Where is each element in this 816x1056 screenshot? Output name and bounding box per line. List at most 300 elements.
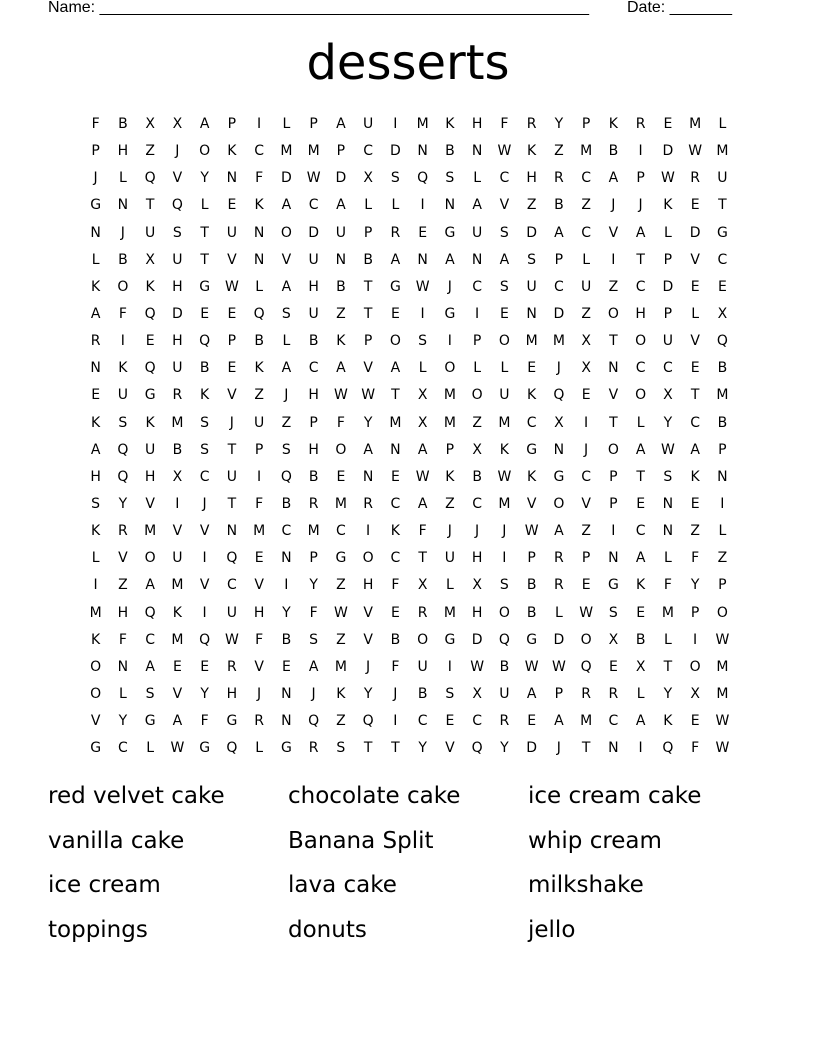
- grid-letter: E: [663, 116, 673, 133]
- grid-letter: C: [526, 414, 537, 431]
- grid-letter: S: [200, 414, 210, 431]
- grid-letter: L: [364, 197, 373, 214]
- grid-letter: L: [663, 631, 672, 648]
- grid-letter: L: [473, 170, 482, 187]
- grid-letter: E: [227, 197, 237, 214]
- grid-letter: A: [417, 496, 428, 513]
- grid-letter: F: [691, 740, 700, 757]
- grid-letter: L: [663, 224, 672, 241]
- grid-letter: B: [717, 414, 728, 431]
- grid-letter: R: [363, 496, 373, 513]
- grid-letter: F: [336, 414, 345, 431]
- grid-letter: Q: [171, 197, 183, 214]
- grid-letter: V: [445, 740, 455, 757]
- grid-letter: V: [199, 577, 210, 594]
- grid-letter: X: [635, 658, 646, 675]
- grid-letter: A: [499, 251, 510, 268]
- grid-letter: H: [308, 441, 319, 458]
- grid-letter: V: [363, 631, 373, 648]
- grid-letter: F: [500, 116, 509, 133]
- grid-letter: G: [444, 306, 456, 323]
- grid-letter: W: [333, 604, 348, 621]
- grid-row: [82, 437, 736, 464]
- grid-letter: R: [227, 658, 237, 675]
- grid-letter: E: [690, 197, 700, 214]
- grid-letter: Q: [662, 740, 674, 757]
- grid-letter: H: [226, 686, 238, 703]
- grid-letter: P: [554, 686, 564, 703]
- grid-letter: R: [690, 170, 700, 187]
- grid-row: [82, 382, 736, 409]
- grid-letter: Q: [144, 170, 156, 187]
- grid-letter: U: [308, 306, 319, 323]
- grid-letter: T: [363, 306, 373, 323]
- grid-letter: W: [415, 468, 430, 485]
- grid-letter: Q: [199, 631, 211, 648]
- grid-letter: V: [690, 333, 700, 350]
- grid-letter: H: [117, 604, 129, 621]
- grid-letter: U: [172, 360, 183, 377]
- grid-letter: W: [224, 631, 239, 648]
- grid-letter: P: [472, 333, 482, 350]
- grid-letter: M: [716, 387, 729, 404]
- grid-letter: I: [257, 468, 262, 485]
- grid-letter: R: [308, 740, 319, 757]
- grid-letter: E: [91, 387, 101, 404]
- grid-letter: B: [281, 631, 292, 648]
- grid-letter: R: [172, 387, 183, 404]
- grid-letter: O: [689, 658, 701, 675]
- grid-letter: I: [120, 333, 125, 350]
- grid-letter: K: [527, 143, 537, 160]
- grid-letter: I: [202, 550, 207, 567]
- grid-letter: Z: [445, 496, 455, 513]
- word-bank-item: vanilla cake: [48, 827, 185, 854]
- grid-letter: T: [609, 333, 618, 350]
- grid-letter: D: [335, 170, 347, 187]
- grid-letter: P: [309, 550, 318, 567]
- grid-letter: V: [254, 658, 264, 675]
- grid-letter: D: [553, 306, 565, 323]
- grid-letter: E: [717, 278, 727, 295]
- grid-letter: W: [715, 740, 730, 757]
- grid-letter: E: [690, 496, 700, 513]
- grid-letter: I: [393, 116, 398, 133]
- grid-letter: W: [660, 441, 675, 458]
- grid-letter: L: [500, 360, 509, 377]
- grid-letter: L: [636, 686, 645, 703]
- word-bank-item: red velvet cake: [48, 783, 225, 809]
- grid-letter: W: [170, 740, 185, 757]
- grid-letter: X: [663, 387, 673, 404]
- grid-letter: L: [691, 306, 700, 323]
- grid-letter: J: [638, 197, 643, 214]
- grid-letter: B: [254, 333, 264, 350]
- grid-letter: H: [635, 306, 646, 323]
- grid-letter: Q: [362, 713, 374, 730]
- grid-letter: E: [445, 713, 455, 730]
- grid-letter: W: [361, 387, 376, 404]
- grid-letter: S: [445, 686, 455, 703]
- grid-letter: B: [172, 441, 183, 458]
- grid-letter: R: [118, 523, 128, 540]
- grid-letter: U: [254, 414, 265, 431]
- grid-letter: Q: [716, 333, 728, 350]
- grid-letter: E: [581, 577, 591, 594]
- grid-letter: N: [90, 224, 101, 241]
- grid-letter: V: [499, 197, 510, 214]
- grid-row: [82, 328, 736, 355]
- grid-letter: X: [717, 306, 728, 323]
- grid-letter: B: [118, 116, 128, 133]
- grid-letter: M: [661, 604, 674, 621]
- grid-letter: T: [200, 224, 209, 241]
- grid-letter: R: [308, 496, 319, 513]
- grid-letter: I: [611, 251, 616, 268]
- grid-letter: V: [581, 496, 591, 513]
- grid-letter: F: [255, 631, 264, 648]
- grid-letter: N: [281, 713, 292, 730]
- grid-letter: D: [689, 224, 701, 241]
- grid-letter: M: [171, 631, 184, 648]
- grid-letter: G: [716, 224, 728, 241]
- grid-letter: Y: [309, 577, 318, 594]
- grid-letter: J: [257, 686, 262, 703]
- grid-letter: V: [526, 496, 537, 513]
- grid-letter: U: [363, 116, 374, 133]
- grid-letter: H: [172, 333, 183, 350]
- grid-letter: W: [715, 631, 730, 648]
- grid-letter: F: [309, 604, 318, 621]
- grid-letter: P: [445, 441, 455, 458]
- grid-letter: E: [390, 604, 400, 621]
- grid-letter: A: [90, 441, 101, 458]
- grid-letter: K: [390, 523, 400, 540]
- grid-letter: R: [254, 713, 264, 730]
- grid-letter: K: [91, 414, 101, 431]
- grid-letter: X: [472, 686, 482, 703]
- grid-letter: H: [362, 577, 374, 594]
- grid-row: [82, 627, 736, 654]
- grid-letter: K: [254, 197, 264, 214]
- grid-letter: M: [525, 333, 538, 350]
- grid-letter: G: [607, 577, 619, 594]
- grid-letter: K: [636, 577, 646, 594]
- grid-letter: I: [611, 523, 616, 540]
- grid-letter: N: [608, 740, 619, 757]
- grid-letter: W: [524, 658, 539, 675]
- grid-letter: D: [662, 278, 674, 295]
- grid-letter: G: [144, 713, 156, 730]
- grid-letter: V: [172, 523, 183, 540]
- grid-letter: K: [145, 278, 155, 295]
- grid-letter: H: [471, 604, 483, 621]
- grid-letter: G: [199, 278, 211, 295]
- grid-letter: U: [172, 550, 183, 567]
- grid-letter: V: [690, 251, 700, 268]
- grid-letter: Z: [472, 414, 482, 431]
- grid-letter: K: [336, 333, 346, 350]
- grid-letter: B: [417, 686, 428, 703]
- grid-letter: K: [527, 387, 537, 404]
- grid-letter: X: [690, 686, 700, 703]
- grid-letter: V: [281, 251, 292, 268]
- grid-letter: Z: [145, 143, 155, 160]
- grid-row: [82, 600, 736, 627]
- grid-letter: B: [199, 360, 210, 377]
- grid-letter: B: [363, 251, 373, 268]
- grid-letter: W: [415, 278, 430, 295]
- grid-letter: L: [200, 197, 209, 214]
- grid-letter: Y: [418, 740, 427, 757]
- grid-letter: Q: [253, 306, 265, 323]
- grid-letter: E: [608, 658, 618, 675]
- grid-letter: I: [366, 523, 371, 540]
- word-bank: [48, 776, 768, 954]
- grid-letter: L: [255, 740, 264, 757]
- grid-letter: U: [308, 251, 319, 268]
- grid-letter: B: [472, 468, 482, 485]
- grid-letter: W: [333, 387, 348, 404]
- grid-letter: E: [690, 713, 700, 730]
- grid-row: [82, 111, 736, 138]
- grid-letter: A: [445, 251, 455, 268]
- grid-row: [82, 654, 736, 681]
- grid-letter: B: [526, 577, 537, 594]
- grid-letter: Z: [608, 278, 619, 295]
- grid-row: [82, 355, 736, 382]
- grid-letter: M: [307, 143, 320, 160]
- grid-letter: K: [227, 143, 237, 160]
- grid-letter: C: [226, 577, 237, 594]
- grid-letter: U: [145, 224, 156, 241]
- grid-letter: D: [308, 224, 320, 241]
- grid-letter: P: [527, 550, 536, 567]
- grid-letter: U: [662, 333, 673, 350]
- grid-letter: J: [393, 686, 398, 703]
- grid-letter: O: [498, 604, 510, 621]
- grid-letter: O: [498, 333, 510, 350]
- grid-letter: A: [308, 658, 319, 675]
- grid-letter: Q: [144, 360, 156, 377]
- grid-letter: T: [391, 740, 400, 757]
- grid-letter: U: [581, 278, 592, 295]
- grid-row: [82, 708, 736, 735]
- grid-letter: I: [720, 496, 725, 513]
- grid-letter: T: [663, 658, 673, 675]
- grid-letter: Q: [471, 740, 483, 757]
- grid-letter: U: [499, 686, 510, 703]
- grid-letter: C: [363, 143, 374, 160]
- grid-letter: X: [417, 577, 428, 594]
- grid-letter: F: [118, 631, 127, 648]
- grid-letter: M: [416, 116, 429, 133]
- grid-letter: O: [716, 604, 728, 621]
- grid-row: [82, 220, 736, 247]
- grid-letter: B: [635, 631, 646, 648]
- grid-letter: C: [117, 740, 128, 757]
- grid-letter: T: [718, 197, 727, 214]
- grid-row: [82, 572, 736, 599]
- grid-letter: Y: [282, 604, 291, 621]
- grid-letter: K: [527, 468, 537, 485]
- grid-letter: E: [636, 496, 646, 513]
- word-bank-item: whip cream: [528, 827, 662, 854]
- grid-row: [82, 545, 736, 572]
- grid-letter: N: [662, 523, 674, 540]
- grid-letter: U: [717, 170, 728, 187]
- grid-letter: B: [499, 658, 510, 675]
- grid-letter: Z: [336, 713, 346, 730]
- grid-letter: Q: [117, 468, 129, 485]
- grid-letter: H: [90, 468, 101, 485]
- grid-letter: Y: [118, 496, 128, 513]
- grid-letter: C: [417, 713, 428, 730]
- grid-letter: P: [363, 333, 373, 350]
- grid-letter: R: [554, 577, 564, 594]
- grid-letter: G: [553, 468, 565, 485]
- grid-letter: Y: [118, 713, 128, 730]
- grid-letter: V: [118, 550, 128, 567]
- grid-letter: H: [471, 550, 483, 567]
- grid-letter: G: [280, 740, 292, 757]
- grid-letter: M: [334, 496, 347, 513]
- grid-letter: W: [660, 170, 675, 187]
- grid-letter: N: [90, 360, 101, 377]
- grid-letter: T: [227, 441, 237, 458]
- grid-letter: O: [280, 224, 292, 241]
- grid-letter: U: [499, 387, 510, 404]
- grid-letter: O: [90, 686, 102, 703]
- grid-letter: Q: [226, 550, 238, 567]
- grid-letter: A: [90, 306, 101, 323]
- grid-letter: M: [498, 414, 511, 431]
- grid-row: [82, 491, 736, 518]
- grid-letter: P: [609, 468, 618, 485]
- grid-letter: I: [638, 143, 643, 160]
- grid-letter: C: [472, 496, 483, 513]
- grid-letter: D: [389, 143, 401, 160]
- grid-letter: F: [255, 170, 264, 187]
- grid-letter: X: [472, 441, 482, 458]
- grid-letter: A: [608, 170, 619, 187]
- grid-letter: V: [227, 251, 237, 268]
- grid-letter: S: [172, 224, 182, 241]
- grid-letter: Z: [690, 523, 700, 540]
- grid-letter: C: [472, 713, 483, 730]
- grid-letter: I: [447, 333, 452, 350]
- grid-letter: Z: [554, 143, 564, 160]
- grid-letter: J: [475, 523, 480, 540]
- grid-letter: M: [443, 387, 456, 404]
- grid-letter: X: [363, 170, 373, 187]
- grid-letter: U: [226, 224, 237, 241]
- grid-letter: N: [553, 441, 565, 458]
- grid-letter: N: [226, 523, 238, 540]
- word-bank-item: lava cake: [288, 872, 397, 898]
- grid-letter: A: [336, 197, 346, 214]
- grid-letter: F: [118, 306, 127, 323]
- grid-letter: A: [635, 550, 646, 567]
- grid-letter: R: [554, 170, 564, 187]
- grid-letter: S: [145, 686, 155, 703]
- grid-letter: P: [636, 170, 645, 187]
- grid-letter: J: [202, 496, 207, 513]
- grid-letter: M: [716, 658, 729, 675]
- grid-letter: T: [145, 197, 155, 214]
- grid-letter: X: [145, 251, 155, 268]
- grid-letter: S: [91, 496, 101, 513]
- grid-letter: I: [638, 740, 643, 757]
- grid-letter: L: [118, 686, 127, 703]
- grid-letter: A: [199, 116, 210, 133]
- grid-letter: L: [445, 577, 454, 594]
- grid-letter: X: [581, 333, 591, 350]
- grid-letter: O: [471, 387, 483, 404]
- grid-letter: M: [144, 523, 157, 540]
- grid-letter: N: [526, 306, 537, 323]
- grid-letter: E: [390, 306, 400, 323]
- grid-letter: Z: [581, 523, 591, 540]
- header-row: [48, 0, 748, 20]
- grid-letter: Z: [281, 414, 292, 431]
- grid-letter: P: [718, 441, 727, 458]
- grid-letter: W: [524, 523, 539, 540]
- grid-letter: I: [257, 116, 262, 133]
- grid-letter: B: [554, 197, 564, 214]
- grid-letter: L: [718, 116, 727, 133]
- grid-letter: R: [608, 686, 619, 703]
- grid-letter: C: [390, 550, 401, 567]
- grid-row: [82, 301, 736, 328]
- grid-letter: W: [551, 658, 566, 675]
- grid-letter: C: [335, 523, 346, 540]
- grid-letter: N: [362, 468, 374, 485]
- grid-letter: L: [391, 197, 400, 214]
- grid-letter: C: [662, 360, 673, 377]
- grid-letter: L: [255, 278, 264, 295]
- grid-letter: I: [693, 631, 698, 648]
- grid-letter: J: [311, 686, 316, 703]
- grid-letter: Z: [717, 550, 728, 567]
- grid-letter: Q: [226, 740, 238, 757]
- grid-letter: H: [144, 468, 156, 485]
- grid-letter: M: [389, 414, 402, 431]
- grid-letter: C: [635, 523, 646, 540]
- grid-letter: F: [200, 713, 209, 730]
- grid-letter: P: [227, 116, 237, 133]
- grid-letter: V: [254, 577, 264, 594]
- grid-letter: P: [309, 414, 318, 431]
- grid-letter: Y: [200, 170, 209, 187]
- grid-letter: M: [580, 713, 593, 730]
- grid-letter: S: [663, 468, 673, 485]
- grid-letter: S: [118, 414, 128, 431]
- grid-letter: S: [281, 441, 291, 458]
- grid-letter: X: [554, 414, 564, 431]
- grid-letter: C: [690, 414, 701, 431]
- grid-letter: U: [417, 658, 428, 675]
- grid-letter: V: [199, 523, 210, 540]
- grid-letter: N: [390, 441, 401, 458]
- word-bank-item: ice cream cake: [528, 783, 702, 809]
- grid-letter: O: [389, 333, 401, 350]
- name-field-label: Name: _______________________________________________________: [48, 0, 589, 16]
- grid-letter: B: [308, 333, 319, 350]
- grid-letter: N: [662, 496, 674, 513]
- grid-letter: X: [172, 468, 183, 485]
- grid-letter: O: [417, 631, 429, 648]
